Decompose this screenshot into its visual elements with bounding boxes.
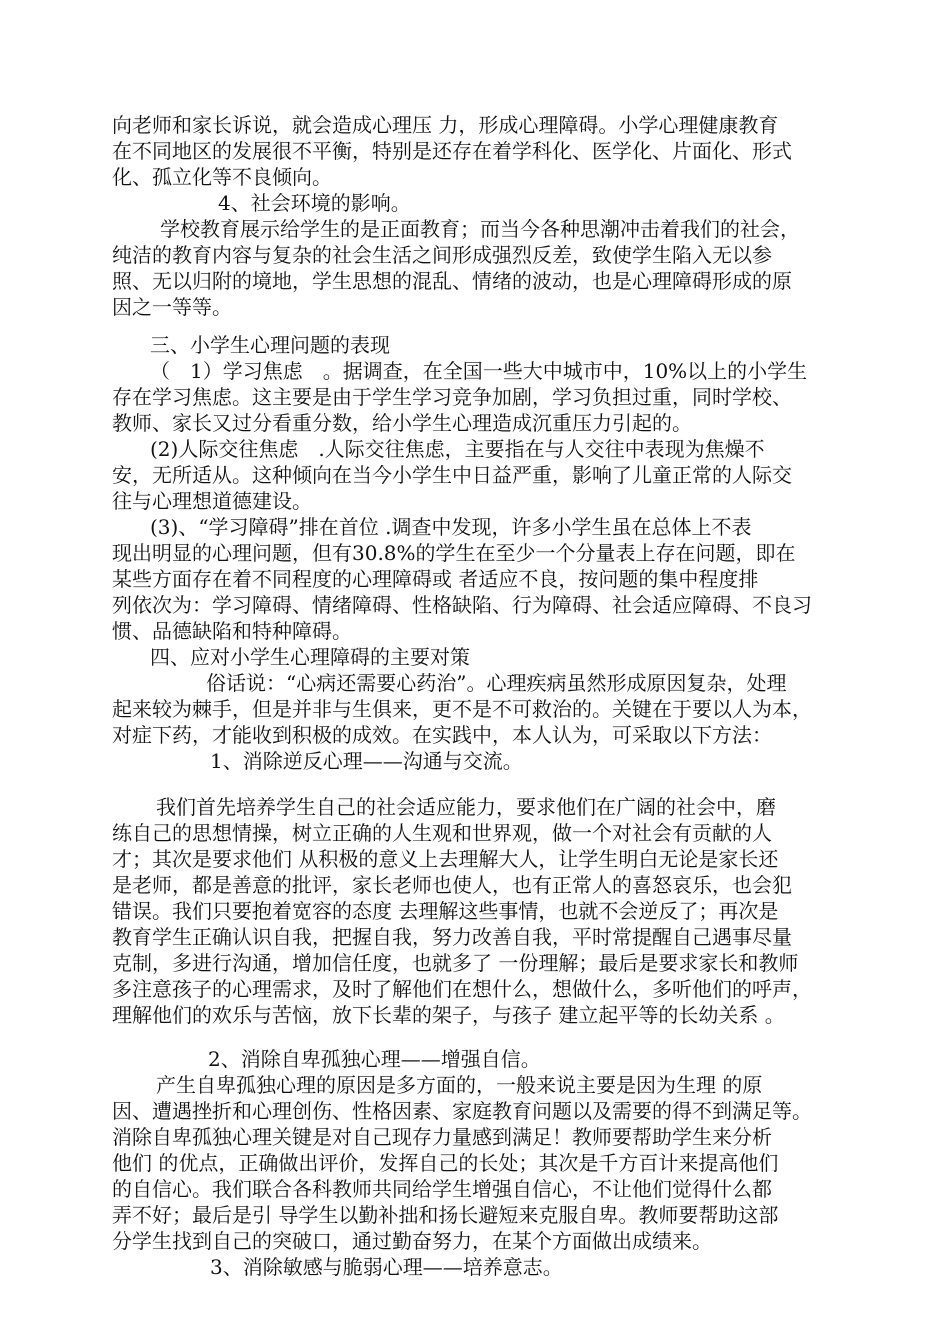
paragraph-start-line: 产生自卑孤独心理的原因是多方面的，一般来说主要是因为生理 的原 — [156, 1073, 763, 1097]
text-line: 多注意孩子的心理需求，及时了解他们在想什么，想做什么，多听他们的呼声， — [112, 977, 812, 1001]
text-line: 纯洁的教育内容与复杂的社会生活之间形成强烈反差，致使学生陷入无以参 — [112, 243, 772, 267]
text-line: 才；其次是要求他们 从积极的意义上去理解大人，让学生明白无论是家长还 — [112, 847, 779, 871]
text-line: 存在学习焦虑。这主要是由于学生学习竞争加剧，学习负担过重，同时学校、 — [112, 385, 792, 409]
text-line: 教师、家长又过分看重分数，给小学生心理造成沉重压力引起的。 — [112, 411, 692, 435]
text-line: 某些方面存在着不同程度的心理障碍或 者适应不良，按问题的集中程度排 — [112, 567, 759, 591]
text-line: 消除自卑孤独心理关键是对自己现存力量感到满足！教师要帮助学生来分析 — [112, 1125, 772, 1149]
text-line: 理解他们的欢乐与苦恼，放下长辈的架子，与孩子 建立起平等的长幼关系 。 — [112, 1003, 785, 1027]
text-line: 照、无以归附的境地，学生思想的混乱、情绪的波动，也是心理障碍形成的原 — [112, 269, 792, 293]
text-line: 分学生找到自己的突破口，通过勤奋努力，在某个方面做出成绩来。 — [112, 1229, 712, 1253]
text-line: 往与心理想道德建设。 — [112, 489, 312, 513]
text-line: 克制，多进行沟通，增加信任度，也就多了 一份理解；最后是要求家长和教师 — [112, 951, 799, 975]
paragraph-start-line: 俗话说：“心病还需要心药治”。心理疾病虽然形成原因复杂，处理 — [206, 671, 787, 695]
section-heading: 2、消除自卑孤独心理——增强自信。 — [208, 1047, 541, 1071]
text-line: 练自己的思想情操，树立正确的人生观和世界观，做一个对社会有贡献的人 — [112, 821, 772, 845]
text-line: 错误。我们只要抱着宽容的态度 去理解这些事情，也就不会逆反了；再次是 — [112, 899, 779, 923]
text-line: 在不同地区的发展很不平衡，特别是还存在着学科化、医学化、片面化、形式 — [112, 139, 792, 163]
text-line: 对症下药，才能收到积极的成效。在实践中，本人认为，可采取以下方法： — [112, 723, 772, 747]
paragraph-start-line: 学校教育展示给学生的是正面教育；而当今各种思潮冲击着我们的社会， — [160, 217, 800, 241]
paragraph-start-line: （ 1）学习焦虑 。据调查，在全国一些大中城市中，10%以上的小学生 — [150, 359, 808, 383]
text-line: 他们 的优点，正确做出评价，发挥自己的长处；其次是千方百计来提高他们 — [112, 1151, 779, 1175]
text-line: 是老师，都是善意的批评，家长老师也使人，也有正常人的喜怒哀乐，也会犯 — [112, 873, 792, 897]
paragraph-start-line: (3)、“学习障碍”排在首位 .调查中发现，许多小学生虽在总体上不表 — [150, 515, 752, 539]
section-heading: 3、消除敏感与脆弱心理——培养意志。 — [210, 1255, 563, 1279]
text-line: 弄不好；最后是引 导学生以勤补拙和扬长避短来克服自卑。教师要帮助这部 — [112, 1203, 779, 1227]
text-line: 列依次为：学习障碍、情绪障碍、性格缺陷、行为障碍、社会适应障碍、不良习 — [112, 593, 812, 617]
text-line: 现出明显的心理问题，但有30.8%的学生在至少一个分量表上存在问题，即在 — [112, 541, 796, 565]
text-line: 教育学生正确认识自我，把握自我，努力改善自我，平时常提醒自己遇事尽量 — [112, 925, 792, 949]
text-line: 惯、品德缺陷和特种障碍。 — [112, 619, 352, 643]
text-line: 因、遭遇挫折和心理创伤、性格因素、家庭教育问题以及需要的得不到满足等。 — [112, 1099, 812, 1123]
text-line: 化、孤立化等不良倾向。 — [112, 165, 332, 189]
paragraph-start-line: (2)人际交往焦虑 .人际交往焦虑，主要指在与人交往中表现为焦燥不 — [150, 437, 765, 461]
section-heading: 4、社会环境的影响。 — [218, 191, 411, 215]
text-line: 安，无所适从。这种倾向在当今小学生中日益严重，影响了儿童正常的人际交 — [112, 463, 792, 487]
text-line: 向老师和家长诉说，就会造成心理压 力，形成心理障碍。小学心理健康教育 — [112, 113, 779, 137]
paragraph-start-line: 我们首先培养学生自己的社会适应能力，要求他们在广阔的社会中，磨 — [156, 795, 776, 819]
text-line: 起来较为棘手，但是并非与生俱来，更不是不可救治的。关键在于要以人为本， — [112, 697, 812, 721]
section-heading: 四、应对小学生心理障碍的主要对策 — [150, 645, 470, 669]
text-line: 的自信心。我们联合各科教师共同给学生增强自信心，不让他们觉得什么都 — [112, 1177, 772, 1201]
text-line: 因之一等等。 — [112, 295, 232, 319]
section-heading: 三、小学生心理问题的表现 — [150, 333, 390, 357]
section-heading: 1、消除逆反心理——沟通与交流。 — [210, 749, 523, 773]
